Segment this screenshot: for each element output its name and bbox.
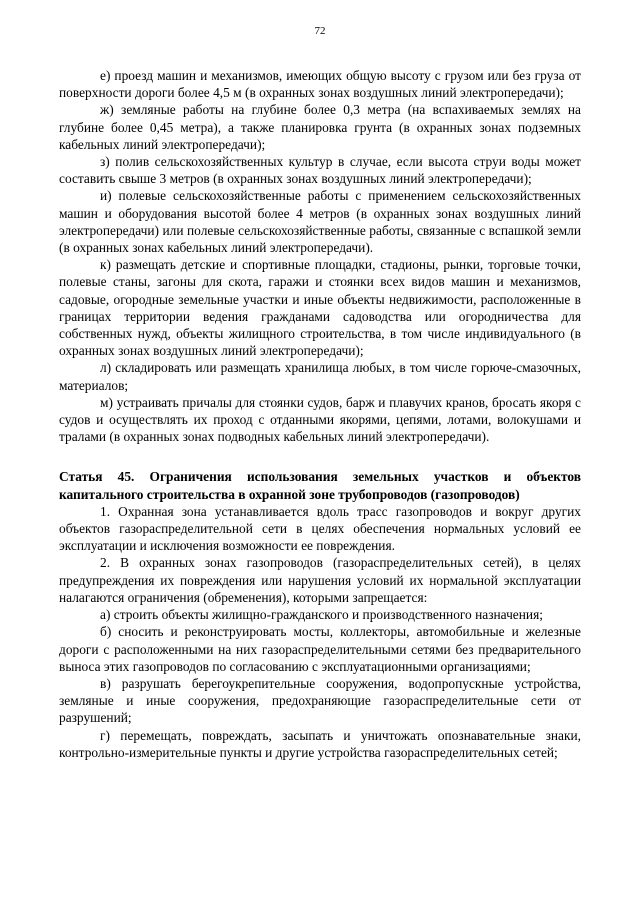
- page-number: 72: [314, 25, 326, 37]
- page-content: [59, 67, 581, 761]
- list-item-e: е) проезд машин и механизмов, имеющих общую высоту с грузом или без груза от поверхности дороги более 4,5 м (в охранных зонах воздушных линий электропередачи);: [59, 68, 581, 101]
- list-item-k: к) размещать детские и спортивные площадки, стадионы, рынки, торговые точки, полевые станы, загоны для скота, гаражи и стоянки всех видов машин и механизмов, садовые, огородные земельные участки и иные объекты недвижимости, расположенные в границах территории ведения гражданами садоводства или огородничества для собственных нужд, объекты жилищного строительства, в том числе индивидуального (в охранных зонах воздушных линий электропередачи);: [59, 257, 581, 359]
- list-item-a: а) строить объекты жилищно-гражданского и производственного назначения;: [100, 607, 543, 623]
- list-item-v: в) разрушать берегоукрепительные сооружения, водопропускные устройства, земляные и иные сооружения, предохраняющие газораспределительные сети от разрушений;: [59, 675, 581, 726]
- list-item-g: г) перемещать, повреждать, засыпать и уничтожать опознавательные знаки, контрольно-измерительные пункты и другие устройства газораспределительных сетей;: [59, 727, 581, 760]
- article-paragraph-1: 1. Охранная зона устанавливается вдоль трасс газопроводов и вокруг других объектов газораспределительной сети в целях обеспечения нормальных условий ее эксплуатации и исключения возможности ее повреждения.: [59, 503, 581, 554]
- list-item-i: и) полевые сельскохозяйственные работы с применением сельскохозяйственных машин и оборудования высотой более 4 метров (в охранных зонах воздушных линий электропередачи) или полевые сельскохозяйственные работы, связанные с вспашкой земли (в охранных зонах кабельных линий электропередачи).: [59, 188, 581, 256]
- list-item-b: б) сносить и реконструировать мосты, коллекторы, автомобильные и железные дороги с расположенными на них газораспределительными сетями без предварительного выноса этих газопроводов по согласованию с эксплуатационными организациями;: [59, 624, 581, 674]
- article-heading: Статья 45. Ограничения использования земельных участков и объектов капитального строительства в охранной зоне трубопроводов (газопроводов): [59, 469, 581, 502]
- list-item-l: л) складировать или размещать хранилища любых, в том числе горюче-смазочных, материалов;: [59, 360, 581, 393]
- list-item-zh: ж) земляные работы на глубине более 0,3 метра (на вспахиваемых землях на глубине более 0,45 метра), а также планировка грунта (в охранных зонах подземных кабельных линий электропередачи);: [59, 102, 581, 152]
- list-item-m: м) устраивать причалы для стоянки судов, барж и плавучих кранов, бросать якоря с судов и осуществлять их проход с отданными якорями, цепями, лотами, волокушами и тралами (в охранных зонах подводных кабельных линий электропередачи).: [59, 394, 581, 445]
- list-item-z: з) полив сельскохозяйственных культур в случае, если высота струи воды может составить свыше 3 метров (в охранных зонах воздушных линий электропередачи);: [59, 154, 581, 187]
- article-paragraph-2: 2. В охранных зонах газопроводов (газораспределительных сетей), в целях предупреждения их повреждения или нарушения условий их нормальной эксплуатации налагаются ограничения (обременения), которыми запрещается:: [59, 555, 581, 605]
